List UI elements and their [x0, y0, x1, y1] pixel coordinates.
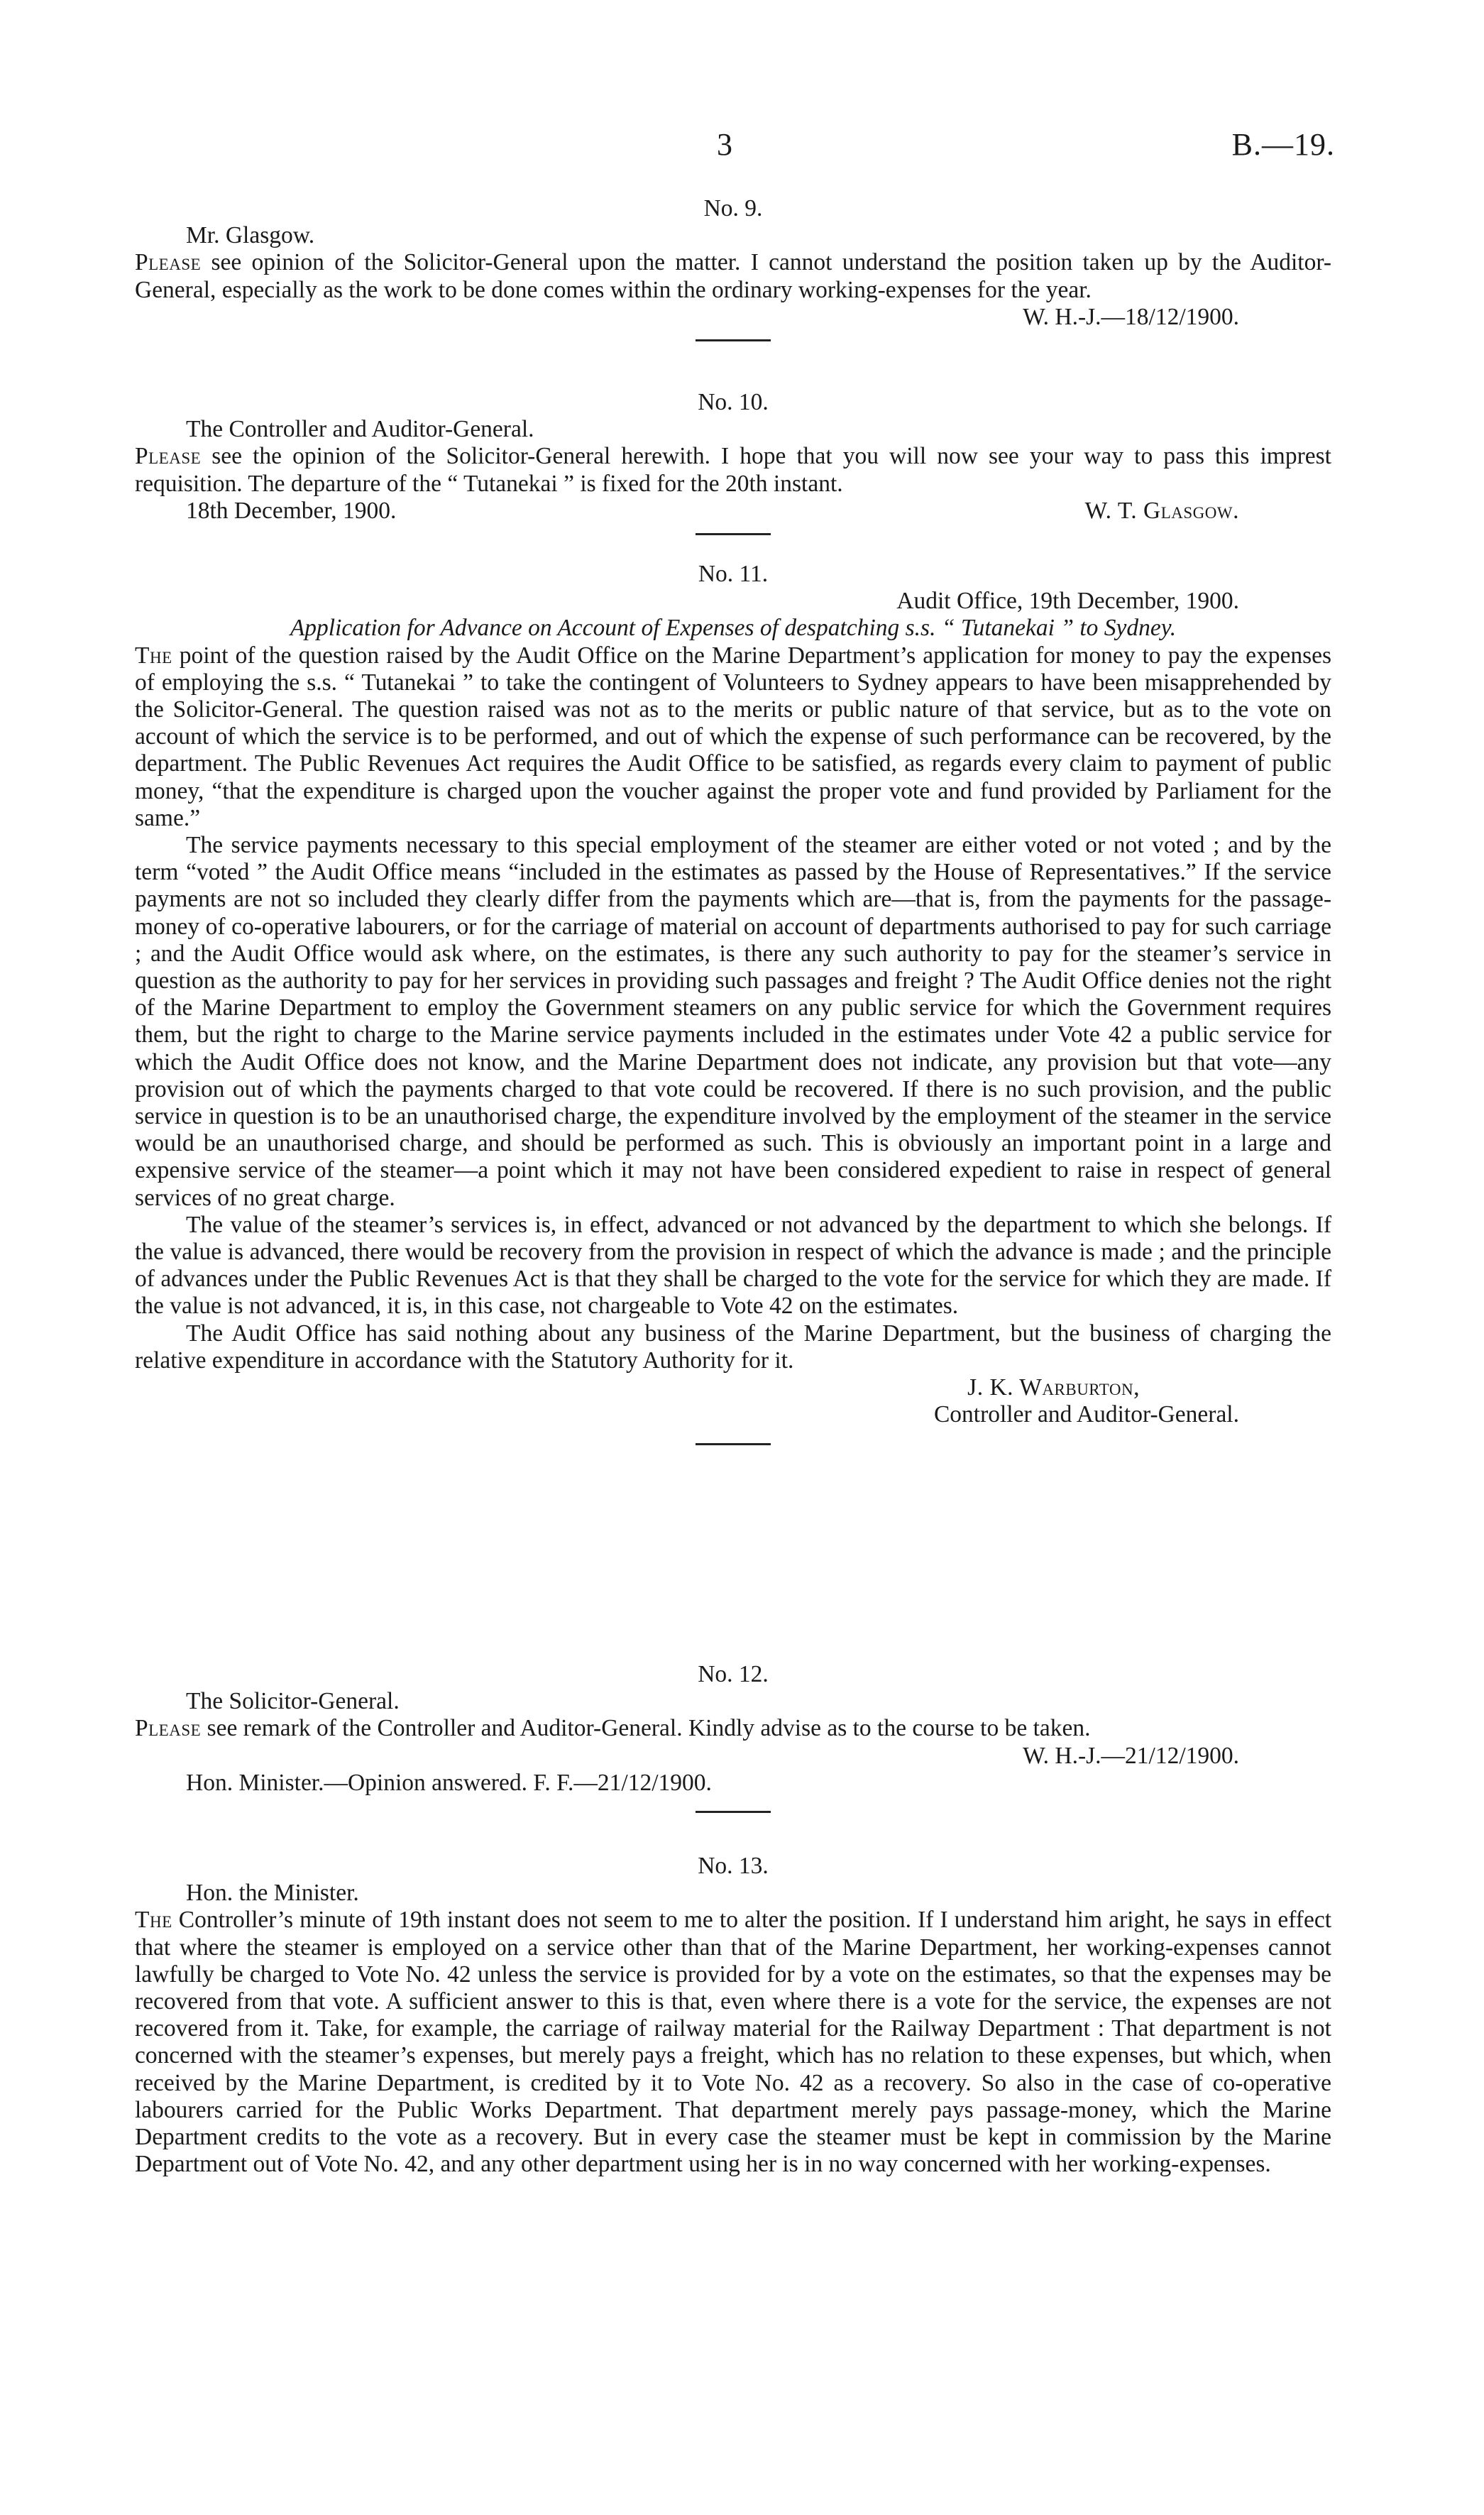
- addressee: The Solicitor-General.: [186, 1688, 400, 1715]
- memo-body: Please see remark of the Controller and Auditor-General. Kindly advise as to the course to be taken.: [135, 1715, 1091, 1742]
- signature-name: J. K. Warburton,: [967, 1374, 1140, 1401]
- memo-title: Application for Advance on Account of Expenses of despatching s.s. “ Tutanekai ” to Sydney.: [290, 615, 1177, 642]
- signature: W. T. Glasgow.: [1084, 497, 1239, 524]
- lead-word: Please: [135, 443, 202, 470]
- lead-word: Please: [135, 1715, 202, 1742]
- paragraph-4: The Audit Office has said nothing about any business of the Marine Department, but the business of charging the relative expenditure in accordance with the Statutory Authority for it.: [135, 1320, 1331, 1374]
- section-no-13: [135, 1853, 1331, 2178]
- paper-reference: B.—19.: [1231, 127, 1335, 162]
- memo-body: The Controller’s minute of 19th instant does not seem to me to alter the position. If I understand him aright, he says in effect that where the steamer is employed on a service other than that of the Marine Department, her working-expenses cannot lawfully be charged to Vote No. 42 unless the service is provided for by a vote on the estimates, so that the expenses may be recovered from that vote. A sufficient answer to this is that, even where there is a vote for the service, the expenses are not recovered from it. Take, for example, the carriage of railway material for the Railway Department : That department is not concerned with the steamer’s expenses, but merely pays a freight, which has no relation to these expenses, but which, when received by the Marine Department, is credited by it to Vote No. 42 as a recovery. So also in the case of co-operative labourers carried for the Public Works Department. That department merely pays passage-money, which the Marine Department credits to the vote as a recovery. But in every case the steamer must be kept in commission by the Marine Department out of Vote No. 42, and any other department using her is in no way concerned with her working-expenses.: [135, 1907, 1332, 2178]
- page-number: 3: [717, 127, 732, 162]
- section-no-10: [135, 389, 1331, 535]
- section-no-11: [135, 561, 1331, 1445]
- dateline: Audit Office, 19th December, 1900.: [896, 588, 1239, 615]
- section-divider: [696, 1811, 771, 1813]
- section-heading: No. 10.: [698, 389, 769, 415]
- section-no-12: [135, 1661, 1331, 1813]
- memo-body: Please see the opinion of the Solicitor-General herewith. I hope that you will now see your way to pass this imprest requisition. The departure of the “ Tutanekai ” is fixed for the 20th instant.: [135, 443, 1331, 497]
- initials-signature: W. H.-J.—21/12/1900.: [1023, 1742, 1239, 1769]
- lead-word: The: [135, 1907, 172, 1934]
- section-divider: [696, 339, 771, 341]
- section-heading: No. 12.: [698, 1661, 769, 1687]
- paragraph-2: The service payments necessary to this special employment of the steamer are either voted or not voted ; and by the term “voted ” the Audit Office means “included in the estimates as passed by the House of Representatives.” If the service payments are not so included they clearly differ from the payments which are—that is, from the payments for the passage-money of co-operative labourers, or for the carriage of material on account of departments authorised to pay for such carriage ; and the Audit Office would ask where, on the estimates, is there any such authority to pay for the steamer’s service in question as the authority to pay for her services in providing such passages and freight ? The Audit Office denies not the right of the Marine Department to employ the Government steamers on any public service for which the Government requires them, but the right to charge to the Marine service payments included in the estimates under Vote 42 a public service for which the Audit Office does not know, and the Marine Department does not indicate, any provision but that vote—any provision out of which the payments charged to that vote could be recovered. If there is no such provision, and the public service in question is to be an unauthorised charge, the expenditure involved by the employment of the steamer in the service would be an unauthorised charge, and should be performed as such. This is obviously an important point in a large and expensive service of the steamer—a point which it may not have been considered expedient to raise in respect of general services of no great charge.: [135, 832, 1331, 1211]
- minute-note: Hon. Minister.—Opinion answered. F. F.—21/12/1900.: [186, 1769, 712, 1796]
- paragraph-3: The value of the steamer’s services is, in effect, advanced or not advanced by the department to which she belongs. If the value is advanced, there would be recovery from the provision in respect of which the advance is made ; and the principle of advances under the Public Revenues Act is that they shall be charged to the vote for the service for which they are made. If the value is not advanced, it is, in this case, not chargeable to Vote 42 on the estimates.: [135, 1211, 1331, 1320]
- lead-word: The: [135, 642, 172, 669]
- section-heading: No. 11.: [698, 561, 769, 587]
- initials-signature: W. H.-J.—18/12/1900.: [1023, 303, 1239, 330]
- addressee: Hon. the Minister.: [186, 1880, 359, 1907]
- section-no-9: [135, 195, 1331, 341]
- section-heading: No. 13.: [698, 1853, 769, 1879]
- lead-word: Please: [135, 249, 202, 276]
- paragraph-1: The point of the question raised by the Audit Office on the Marine Department’s application for money to pay the expenses of employing the s.s. “ Tutanekai ” to take the contingent of Volunteers to Sydney appears to have been misapprehended by the Solicitor-General. The question raised was not as to the merits or public nature of that service, but as to the vote on account of which the service is to be performed, and out of which the expense of such performance can be recovered, by the department. The Public Revenues Act requires the Audit Office to be satisfied, as regards every claim to payment of public money, “that the expenditure is charged upon the voucher against the proper vote and fund provided by Parliament for the same.”: [135, 642, 1332, 831]
- date-signature-row: [135, 498, 1331, 525]
- signature-title: Controller and Auditor-General.: [933, 1401, 1239, 1428]
- section-divider: [696, 533, 771, 535]
- memo-body: Please see opinion of the Solicitor-General upon the matter. I cannot understand the position taken up by the Auditor-General, especially as the work to be done comes within the ordinary working-expenses for the year.: [135, 249, 1331, 303]
- addressee: Mr. Glasgow.: [186, 222, 315, 249]
- addressee: The Controller and Auditor-General.: [186, 416, 534, 443]
- section-heading: No. 9.: [703, 195, 763, 221]
- memo-date: 18th December, 1900.: [186, 497, 397, 524]
- section-divider: [696, 1443, 771, 1445]
